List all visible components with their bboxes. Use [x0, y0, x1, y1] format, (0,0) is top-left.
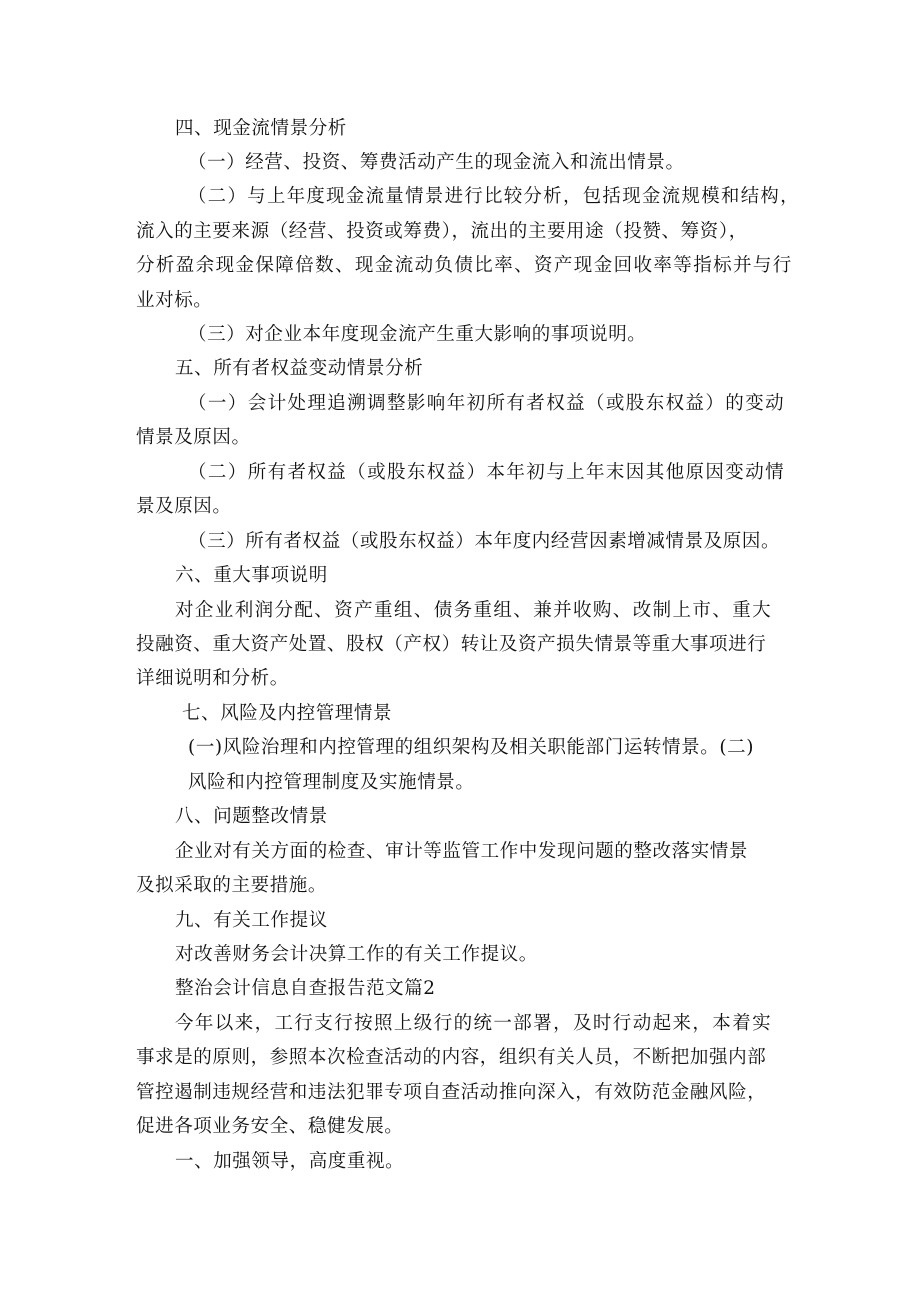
paragraph-line: （二）所有者权益（或股东权益）本年初与上年末因其他原因变动情	[188, 462, 786, 483]
paragraph-line: 事求是的原则，参照本次检查活动的内容，组织有关人员，不断把加强内部	[136, 1047, 767, 1068]
section-heading-cash-flow: 四、现金流情景分析	[175, 118, 347, 139]
paragraph-line: 管控遏制违规经营和违法犯罪专项自查活动推向深入，有效防范金融风险，	[136, 1082, 767, 1103]
paragraph-line: 对企业利润分配、资产重组、债务重组、兼并收购、改制上市、重大	[175, 600, 773, 621]
paragraph-line: (一)风险治理和内控管理的组织架构及相关职能部门运转情景。(二)	[188, 737, 755, 758]
section-heading-suggestions: 九、有关工作提议	[175, 910, 328, 931]
section-heading-major-matters: 六、重大事项说明	[175, 565, 328, 586]
paragraph-line: 企业对有关方面的检查、审计等监管工作中发现问题的整改落实情景	[175, 841, 749, 862]
paragraph-line: 情景及原因。	[136, 427, 251, 448]
paragraph-line: 及拟采取的主要措施。	[136, 875, 328, 896]
article-title: 整治会计信息自查报告范文篇2	[175, 978, 436, 999]
section-heading-rectification: 八、问题整改情景	[175, 806, 328, 827]
section-heading-leadership: 一、加强领导，高度重视。	[175, 1151, 405, 1172]
paragraph-line: 详细说明和分析。	[136, 668, 289, 689]
paragraph-line: 流入的主要来源（经营、投资或筹费），流出的主要用途（投赞、筹资），	[136, 221, 748, 242]
paragraph-line: 今年以来，工行支行按照上级行的统一部署，及时行动起来，本着实	[175, 1013, 773, 1034]
paragraph-line: 投融资、重大资产处置、股权（产权）转让及资产损失情景等重大事项进行	[136, 634, 767, 655]
paragraph-line: （一）会计处理追溯调整影响年初所有者权益（或股东权益）的变动	[188, 393, 786, 414]
paragraph-line: （三）对企业本年度现金流产生重大影响的事项说明。	[188, 324, 647, 345]
paragraph-line: 景及原因。	[136, 496, 232, 517]
paragraph-line: （一）经营、投资、筹费活动产生的现金流入和流出情景。	[188, 152, 685, 173]
paragraph-line: 分析盈余现金保障倍数、现金流动负债比率、资产现金回收率等指标并与行	[136, 255, 793, 276]
paragraph-line: （二）与上年度现金流量情景进行比较分析，包括现金流规模和结构，	[188, 186, 800, 207]
paragraph-line: 风险和内控管理制度及实施情景。	[188, 772, 475, 793]
paragraph-line: 业对标。	[136, 290, 213, 311]
paragraph-line: 对改善财务会计决算工作的有关工作提议。	[175, 944, 538, 965]
paragraph-line: （三）所有者权益（或股东权益）本年度内经营因素增减情景及原因。	[188, 531, 781, 552]
paragraph-line: 促进各项业务安全、稳健发展。	[136, 1116, 404, 1137]
section-heading-risk-control: 七、风险及内控管理情景	[182, 703, 393, 724]
section-heading-equity: 五、所有者权益变动情景分析	[175, 358, 424, 379]
